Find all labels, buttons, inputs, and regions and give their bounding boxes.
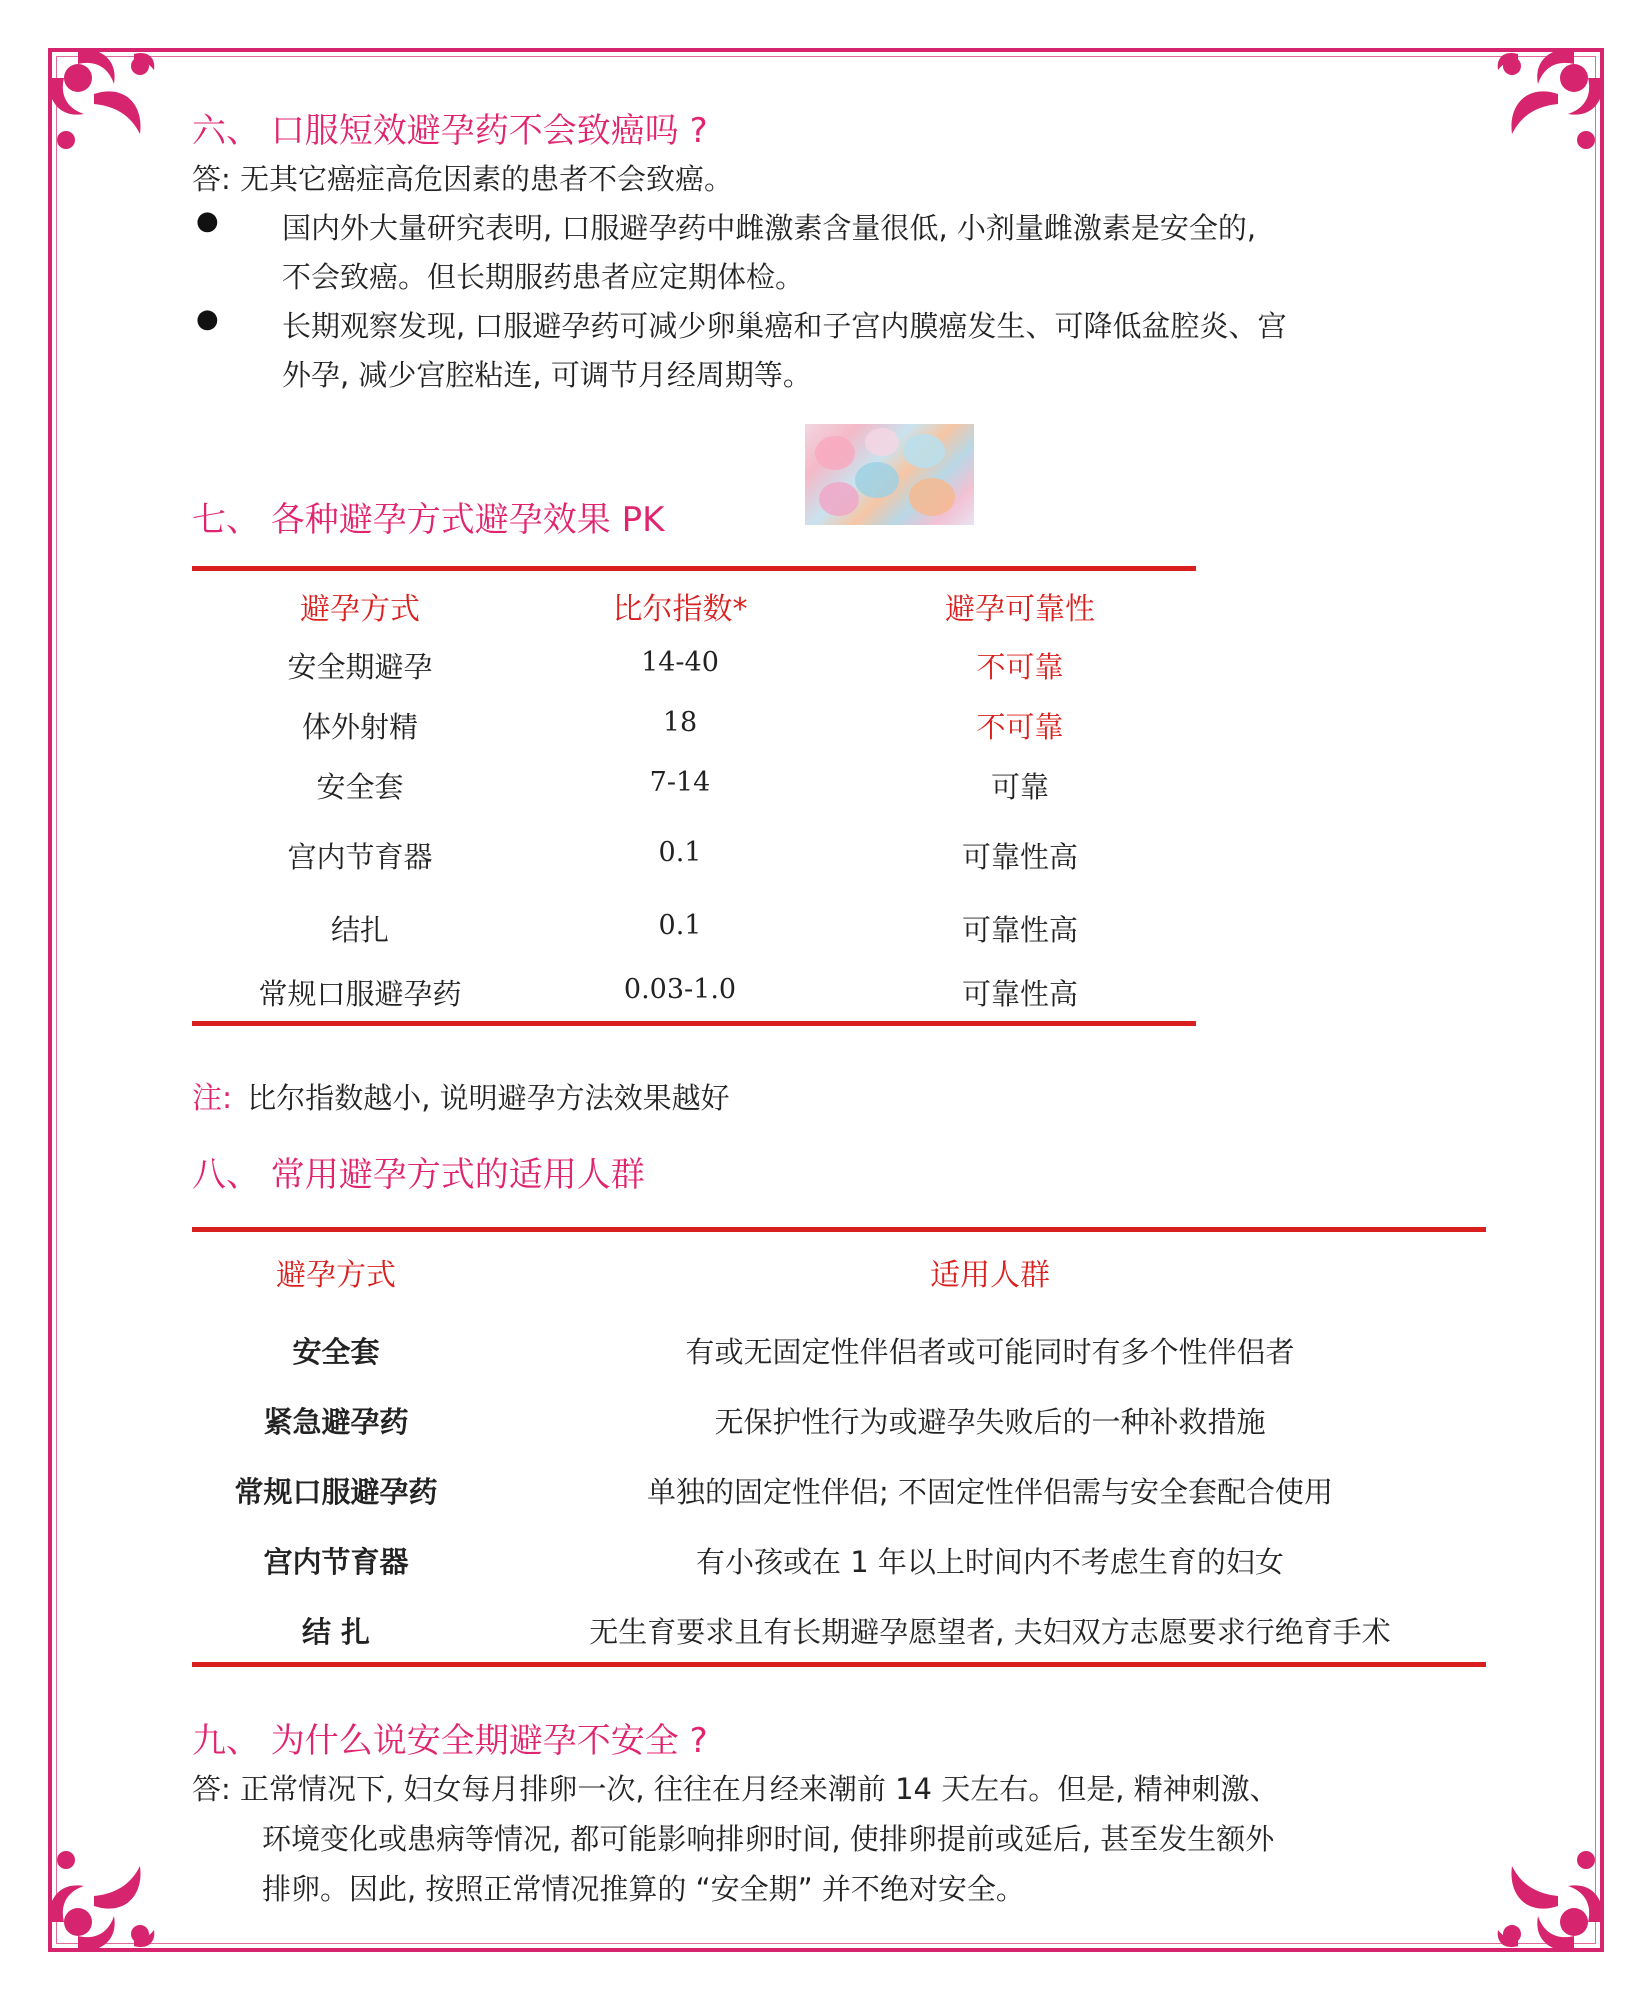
section-6-bullet-1-line-1: 国内外大量研究表明, 口服避孕药中雌激素含量很低, 小剂量雌激素是安全的, [282,211,1257,245]
table-1-bottom-rule [192,1021,1196,1026]
table-1-cell-method: 结扎 [330,913,389,947]
table-1-top-rule [192,566,1196,571]
table-2-cell-method: 常规口服避孕药 [234,1475,438,1509]
table-1-cell-index: 14-40 [641,647,719,678]
table-2-header-method: 避孕方式 [276,1258,396,1293]
corner-ornament-bottom-left [44,1836,164,1956]
table-1-cell-index: 0.1 [658,837,702,868]
note-text: 比尔指数越小, 说明避孕方法效果越好 [247,1081,730,1115]
table-2-cell-method: 宫内节育器 [263,1545,409,1579]
table-2-top-rule [192,1227,1486,1232]
condoms-photo [805,424,974,525]
section-7-heading: 七、 各种避孕方式避孕效果 PK [192,500,665,540]
table-2-cell-people: 无保护性行为或避孕失败后的一种补救措施 [714,1405,1266,1439]
table-1-cell-method: 常规口服避孕药 [258,977,462,1011]
table-1-cell-reliability: 不可靠 [976,710,1064,744]
table-1-cell-reliability: 不可靠 [976,650,1064,684]
section-6-bullet-2-line-2: 外孕, 减少宫腔粘连, 可调节月经周期等。 [282,358,812,392]
section-9-line-3: 排卵。因此, 按照正常情况推算的 “安全期” 并不绝对安全。 [262,1872,1025,1906]
corner-ornament-bottom-right [1488,1836,1608,1956]
corner-ornament-top-left [44,44,164,164]
table-2-cell-people: 有或无固定性伴侣者或可能同时有多个性伴侣者 [685,1335,1295,1369]
table-1-header-reliability: 避孕可靠性 [945,592,1095,627]
table-1-cell-method: 安全套 [316,770,404,804]
section-9-line-2: 环境变化或患病等情况, 都可能影响排卵时间, 使排卵提前或延后, 甚至发生额外 [262,1822,1275,1856]
section-6-answer: 答: 无其它癌症高危因素的患者不会致癌。 [192,162,733,196]
section-6-bullet-2-line-1: 长期观察发现, 口服避孕药可减少卵巢癌和子宫内膜癌发生、可降低盆腔炎、宫 [282,309,1287,343]
table-1-cell-reliability: 可靠性高 [961,840,1078,874]
table-1-cell-reliability: 可靠 [990,770,1049,804]
table-2-cell-method: 紧急避孕药 [263,1405,409,1439]
bullet-dot: ● [196,304,219,334]
table-1-cell-method: 宫内节育器 [287,840,433,874]
section-6-bullet-1-line-2: 不会致癌。但长期服药患者应定期体检。 [282,260,805,294]
table-1-note [192,1073,730,1117]
table-1-cell-index: 7-14 [649,767,711,798]
section-8-heading: 八、 常用避孕方式的适用人群 [192,1155,645,1195]
table-2-cell-method: 安全套 [292,1335,380,1369]
table-1-cell-method: 体外射精 [301,710,418,744]
note-label: 注: [192,1081,233,1116]
table-2-cell-people: 有小孩或在 1 年以上时间内不考虑生育的妇女 [696,1545,1284,1579]
section-9-heading: 九、 为什么说安全期避孕不安全 ? [192,1721,708,1761]
table-1-cell-method: 安全期避孕 [287,650,433,684]
table-1-cell-index: 0.03-1.0 [623,974,737,1005]
corner-ornament-top-right [1488,44,1608,164]
table-1-header-method: 避孕方式 [300,592,420,627]
section-6-heading: 六、 口服短效避孕药不会致癌吗 ? [192,111,708,151]
table-2-cell-method: 结 扎 [301,1615,371,1649]
bullet-dot: ● [196,206,219,236]
table-2-bottom-rule [192,1662,1486,1667]
table-1-cell-index: 18 [662,707,698,738]
table-2-cell-people: 无生育要求且有长期避孕愿望者, 夫妇双方志愿要求行绝育手术 [589,1615,1391,1649]
table-2-header-people: 适用人群 [930,1258,1050,1293]
table-1-cell-reliability: 可靠性高 [961,977,1078,1011]
section-9-line-1: 答: 正常情况下, 妇女每月排卵一次, 往往在月经来潮前 14 天左右。但是, 精神刺激、 [192,1772,1279,1806]
table-1-cell-reliability: 可靠性高 [961,913,1078,947]
table-2-cell-people: 单独的固定性伴侣; 不固定性伴侣需与安全套配合使用 [647,1475,1333,1509]
table-1-cell-index: 0.1 [658,910,702,941]
table-1-header-index: 比尔指数* [612,592,748,627]
